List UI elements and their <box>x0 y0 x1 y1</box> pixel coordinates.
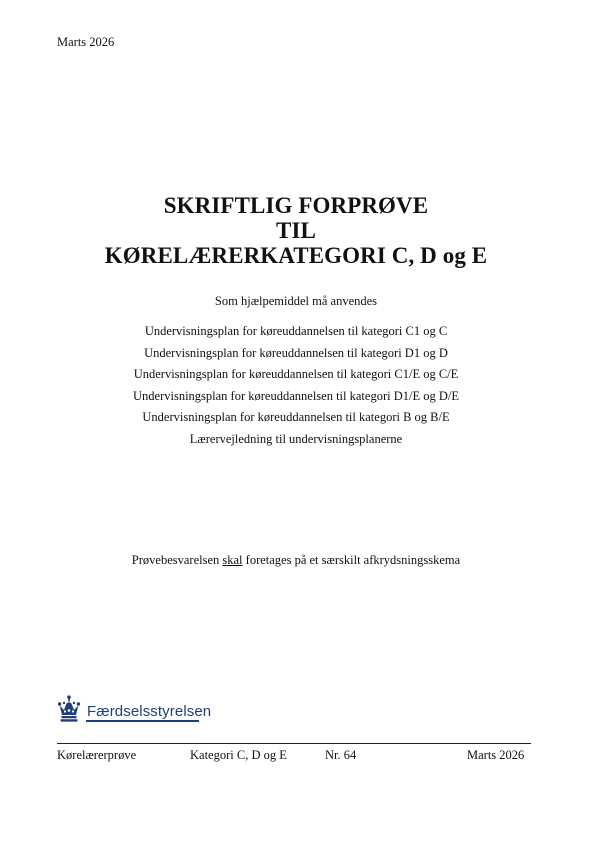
title-line-2: TIL <box>276 218 316 243</box>
footer-date: Marts 2026 <box>467 748 525 762</box>
aids-list <box>0 321 592 451</box>
logo-wordmark: Færdselsstyrelsen <box>87 702 212 720</box>
note-emphasis: skal <box>222 553 243 567</box>
logo-underline <box>86 720 199 722</box>
aids-item: Lærervejledning til undervisningsplanerne <box>189 431 403 446</box>
aids-item: Undervisningsplan for køreuddannelsen til kategori B og B/E <box>142 410 450 425</box>
footer-number: Nr. 64 <box>325 748 357 762</box>
footer-divider <box>57 743 531 744</box>
note-before: Prøvebesvarelsen <box>131 553 220 567</box>
answer-note <box>0 553 592 568</box>
aids-item: Undervisningsplan for køreuddannelsen til kategori C1 og C <box>144 324 448 338</box>
footer-category: Kategori C, D og E <box>190 748 287 762</box>
crown-icon <box>57 695 81 723</box>
aids-item: Undervisningsplan for køreuddannelsen til kategori D1 og D <box>144 345 448 360</box>
header-date: Marts 2026 <box>57 35 115 49</box>
title-line-1: SKRIFTLIG FORPRØVE <box>163 193 429 218</box>
title-line-3: KØRELÆRERKATEGORI C, D og E <box>104 243 488 268</box>
note-after: foretages på et særskilt afkrydsningsskema <box>245 553 461 567</box>
aids-heading: Som hjælpemiddel må anvendes <box>214 294 378 308</box>
footer-exam: Kørelærerprøve <box>57 748 137 762</box>
document-title <box>0 193 592 268</box>
aids-item: Undervisningsplan for køreuddannelsen til kategori C1/E og C/E <box>133 367 459 382</box>
aids-item: Undervisningsplan for køreuddannelsen til kategori D1/E og D/E <box>133 388 459 403</box>
